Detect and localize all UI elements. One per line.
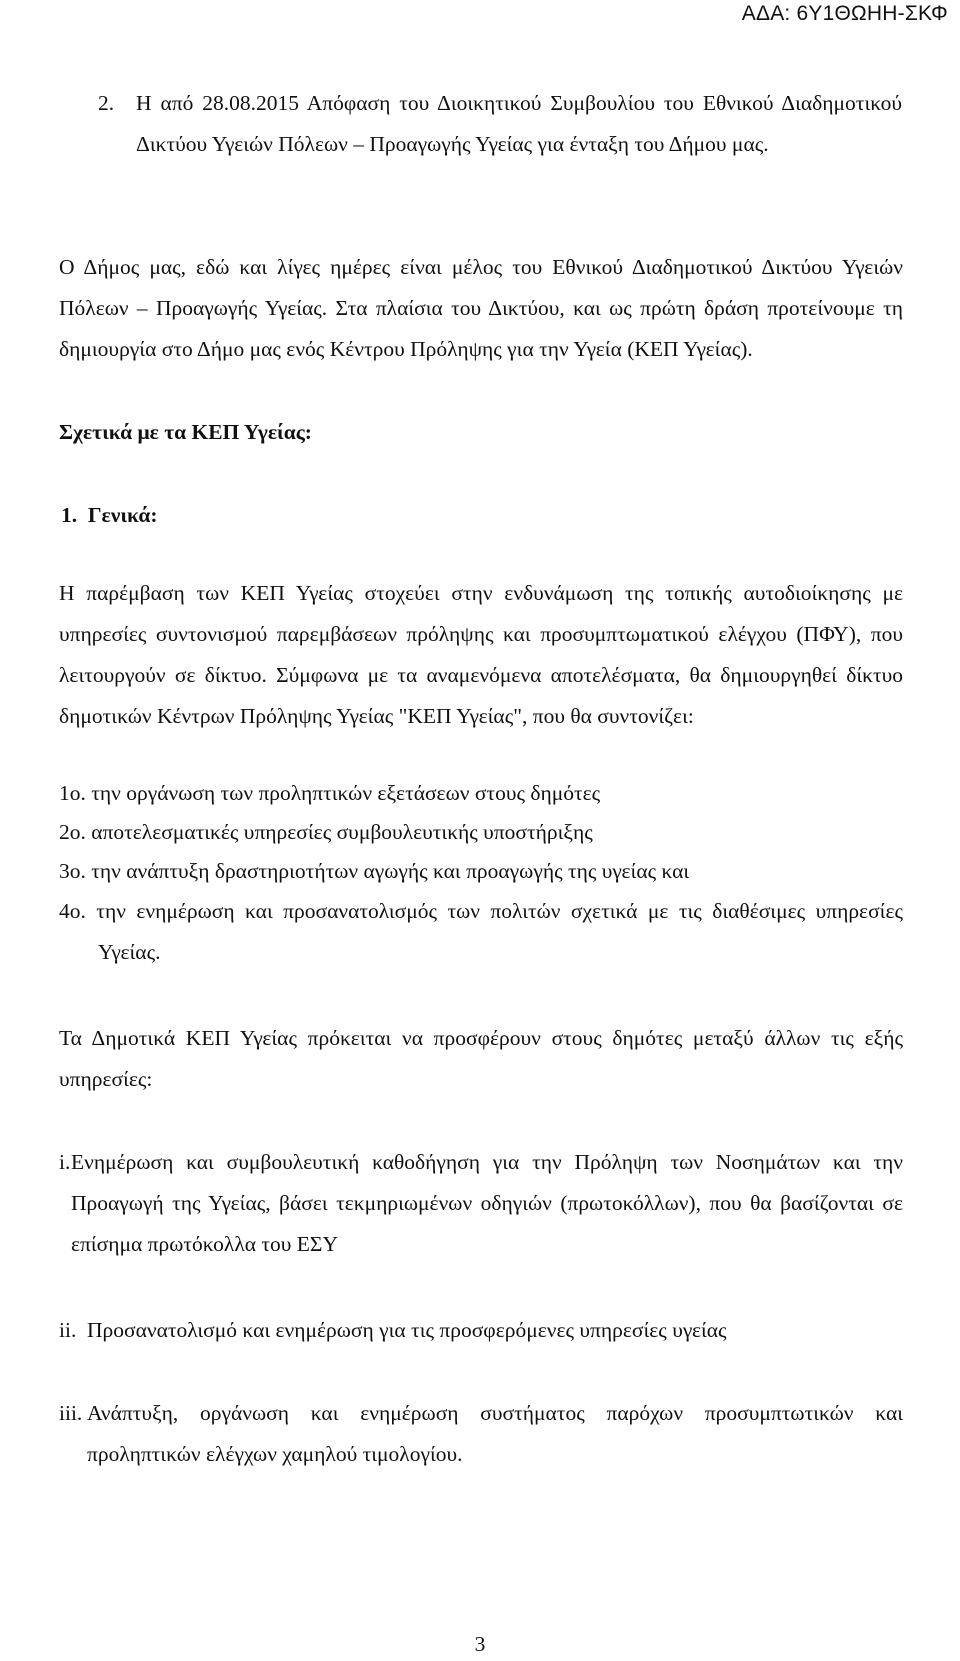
service-item-ii <box>59 1310 903 1351</box>
coordinate-list <box>59 774 903 973</box>
service-item-i <box>59 1142 903 1265</box>
services-intro: Τα Δημοτικά ΚΕΠ Υγείας πρόκειται να προσφέρουν στους δημότες μεταξύ άλλων τις εξής υπηρεσίες: <box>59 1026 903 1091</box>
list-item: 1ο. την οργάνωση των προληπτικών εξετάσεων στους δημότες <box>59 781 601 805</box>
general-paragraph: Η παρέμβαση των ΚΕΠ Υγείας στοχεύει στην ενδυνάμωση της τοπικής αυτοδιοίκησης με υπηρεσίες συντονισμού παρεμβάσεων πρόληψης και προσυμπτωματικού ελέγχου (ΠΦΥ), που λειτουργούν σε δίκτυο. Σύμφωνα με τα αναμενόμενα αποτελέσματα, θα δημιουργηθεί δίκτυο δημοτικών Κέντρων Πρόληψης Υγείας "ΚΕΠ Υγείας", που θα συντονίζει: <box>59 581 903 728</box>
ada-code: ΑΔΑ: 6Υ1ΘΩΗΗ-ΣΚΦ <box>741 2 948 25</box>
sub-heading-general: 1. Γενικά: <box>61 503 158 527</box>
service-item-iii <box>59 1393 903 1475</box>
list-item: 4ο. την ενημέρωση και προσανατολισμός των πολιτών σχετικά με τις διαθέσιμες υπηρεσίες Υγείας. <box>59 899 903 964</box>
service-i-text: Ενημέρωση και συμβουλευτική καθοδήγηση για την Πρόληψη των Νοσημάτων και την Προαγωγή της Υγείας, βάσει τεκμηριωμένων οδηγιών (πρωτοκόλλων), που θα βασίζονται σε επίσημα πρωτόκολλα του ΕΣΥ <box>71 1150 903 1256</box>
service-i-marker: i. <box>59 1150 71 1174</box>
service-iii-text: Ανάπτυξη, οργάνωση και ενημέρωση συστήματος παρόχων προσυμπτωτικών και προληπτικών ελέγχων χαμηλού τιμολογίου. <box>87 1401 903 1466</box>
page-number: 3 <box>474 1632 486 1656</box>
item-2-marker: 2. <box>98 91 115 115</box>
intro-paragraph: Ο Δήμος μας, εδώ και λίγες ημέρες είναι μέλος του Εθνικού Διαδημοτικού Δικτύου Υγειών Πόλεων – Προαγωγής Υγείας. Στα πλαίσια του Δικτύου, και ως πρώτη δράση προτείνουμε τη δημιουργία στο Δήμο μας ενός Κέντρου Πρόληψης για την Υγεία (ΚΕΠ Υγείας). <box>59 255 903 361</box>
service-ii-text: Προσανατολισμό και ενημέρωση για τις προσφερόμενες υπηρεσίες υγείας <box>87 1318 727 1342</box>
numbered-item-2 <box>98 83 902 165</box>
item-2-text: Η από 28.08.2015 Απόφαση του Διοικητικού Συμβουλίου του Εθνικού Διαδημοτικού Δικτύου Υγειών Πόλεων – Προαγωγής Υγείας για ένταξη του Δήμου μας. <box>136 91 902 156</box>
service-iii-marker: iii. <box>59 1401 83 1425</box>
section-heading: Σχετικά με τα ΚΕΠ Υγείας: <box>59 420 312 444</box>
list-item: 2ο. αποτελεσματικές υπηρεσίες συμβουλευτικής υποστήριξης <box>59 820 593 844</box>
service-ii-marker: ii. <box>59 1318 77 1342</box>
list-item: 3ο. την ανάπτυξη δραστηριοτήτων αγωγής και προαγωγής της υγείας και <box>59 859 690 883</box>
